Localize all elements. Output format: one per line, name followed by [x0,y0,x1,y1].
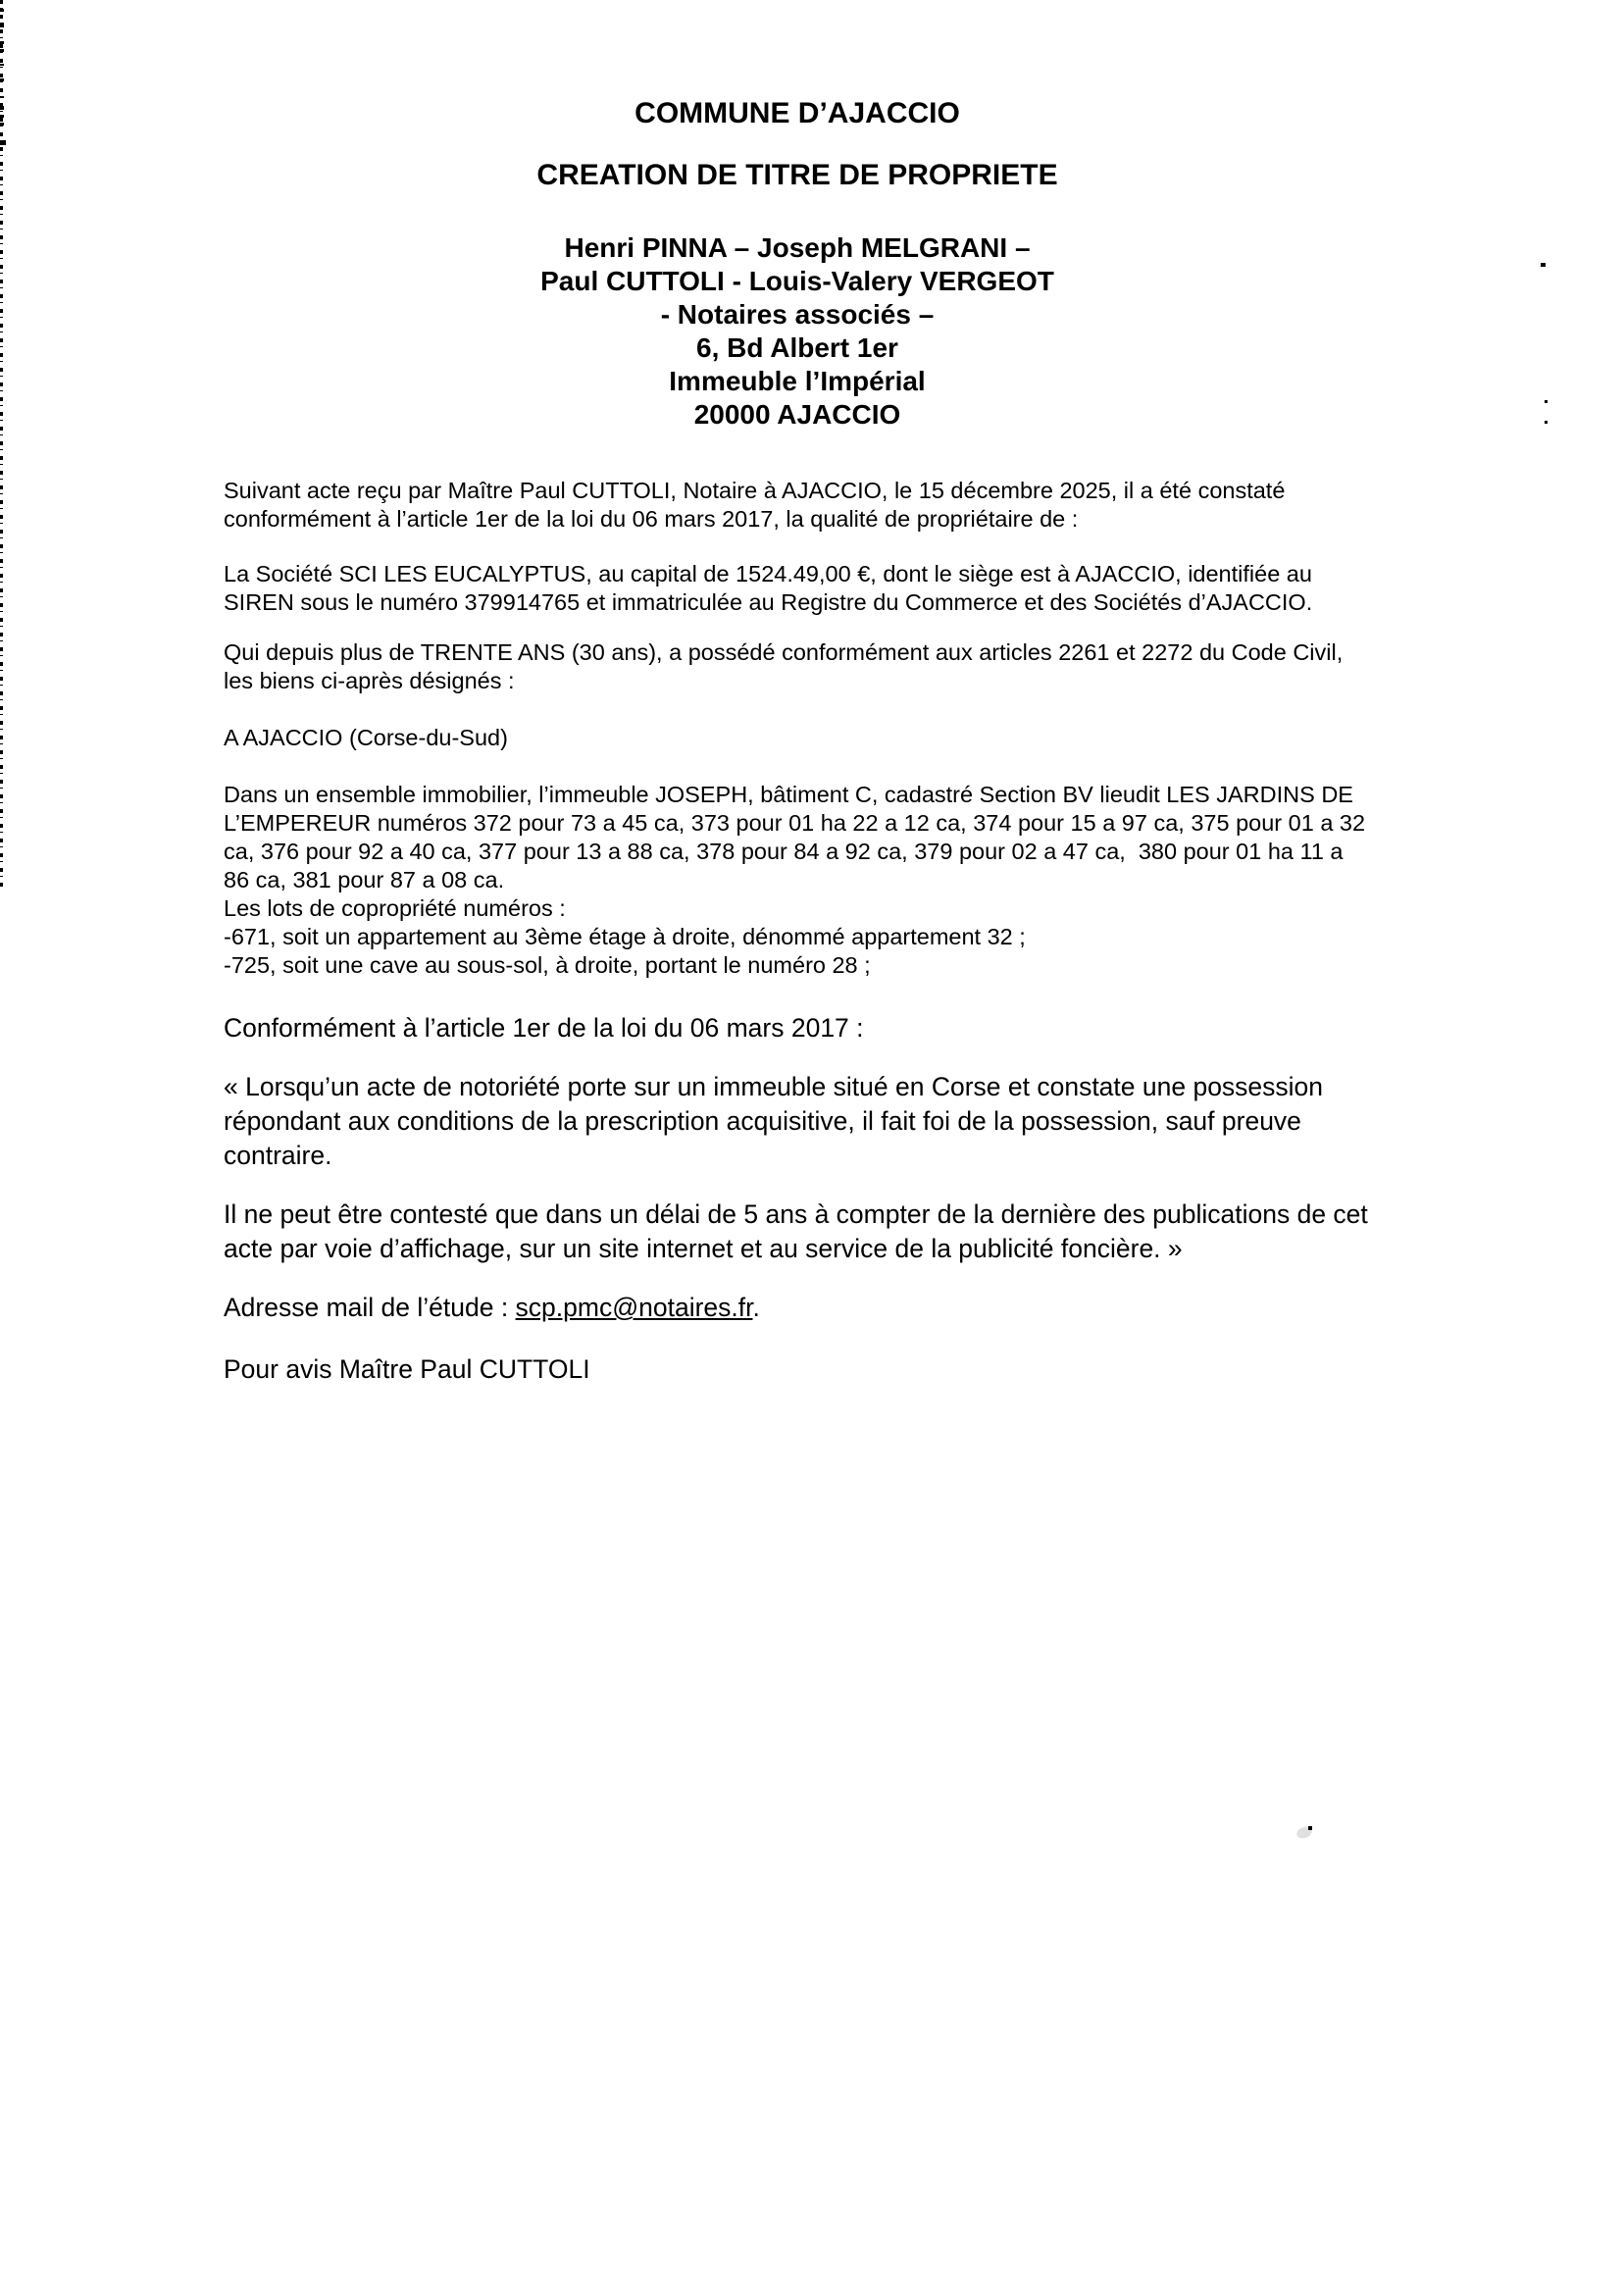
paragraph-cadastre-block [224,781,1371,980]
page-title: COMMUNE D’AJACCIO [634,97,960,129]
line-lots-intro: Les lots de copropriété numéros : [224,895,566,921]
scan-artifact [0,115,4,118]
office-address-building: Immeuble l’Impérial [669,366,926,396]
scan-artifact [0,41,4,44]
scan-artifact-right-edge-line [0,0,3,888]
office-address-street: 6, Bd Albert 1er [696,332,898,363]
paragraph-email [224,1291,1371,1325]
scan-artifact [0,106,4,110]
notaires-associes-line: - Notaires associés – [660,299,935,330]
scan-artifact [0,123,4,126]
scan-artifact [0,49,4,52]
scan-artifact [0,64,4,66]
paragraph-possession: Qui depuis plus de TRENTE ANS (30 ans), a possédé conformément aux articles 2261 et 2272 du Code Civil, les biens ci-après désignés : [224,639,1349,693]
scan-artifact [0,23,4,27]
email-address: scp.pmc@notaires.fr [515,1293,753,1322]
paragraph-societe: La Société SCI LES EUCALYPTUS, au capital de 1524.49,00 €, dont le siège est à AJACCIO, identifiée au SIREN sous le numéro 379914765 et immatriculée au Registre du Commerce et des Sociétés d’AJACCIO. [224,561,1319,615]
paragraph-acte: Suivant acte reçu par Maître Paul CUTTOLI, Notaire à AJACCIO, le 15 décembre 2025, il a été constaté conformément à l’article 1er de la loi du 06 mars 2017, la qualité de propriétaire de : [224,478,1292,532]
scan-artifact [1545,421,1548,424]
line-lot-725: -725, soit une cave au sous-sol, à droite, portant le numéro 28 ; [224,952,871,978]
scanned-document-page [224,0,1376,1387]
paragraph-citation-1: « Lorsqu’un acte de notoriété porte sur un immeuble situé en Corse et constate une possession répondant aux conditions de la prescription acquisitive, il fait foi de la possession, sauf preuve contraire. [224,1072,1331,1170]
scan-artifact [1308,1826,1312,1830]
scan-artifact [0,96,4,98]
paragraph-lieu: A AJACCIO (Corse-du-Sud) [224,725,508,750]
scan-artifact [0,9,4,12]
paragraph-citation-2: Il ne peut être contesté que dans un délai de 5 ans à compter de la dernière des publications de cet acte par voie d’affichage, sur un site internet et au service de la publicité foncière. » [224,1199,1376,1263]
paragraph-conformement: Conformément à l’article 1er de la loi du 06 mars 2017 : [224,1013,864,1043]
notaires-names-line2: Paul CUTTOLI - Louis-Valery VERGEOT [540,266,1054,296]
notary-office-block [224,231,1371,432]
scan-artifact [1541,263,1546,267]
email-label: Adresse mail de l’étude : [224,1293,516,1322]
office-address-city: 20000 AJACCIO [693,399,901,430]
paragraph-cadastre: Dans un ensemble immobilier, l’immeuble JOSEPH, bâtiment C, cadastré Section BV lieudit LES JARDINS DE L’EMPEREUR numéros 372 pour 73 a 45 ca, 373 pour 01 ha 22 a 12 ca, 374 pour 15 a 97 ca, 375 pour 01 a 32 ca, 376 pour 92 a 40 ca, 377 pour 13 a 88 ca, 378 pour 84 a 92 ca, 379 pour 02 a 47 ca, 380 pour 01 ha 11 a 86 ca, 381 pour 87 a 08 ca. [224,782,1372,892]
scan-artifact [0,78,4,81]
scan-artifact [1545,400,1548,403]
notaires-names-line1: Henri PINNA – Joseph MELGRANI – [564,232,1031,263]
doc-subtitle: CREATION DE TITRE DE PROPRIETE [536,159,1058,191]
email-suffix: . [752,1293,760,1322]
scan-artifact [0,140,6,145]
line-lot-671: -671, soit un appartement au 3ème étage à droite, dénommé appartement 32 ; [224,924,1026,949]
paragraph-pour-avis: Pour avis Maître Paul CUTTOLI [224,1354,590,1384]
